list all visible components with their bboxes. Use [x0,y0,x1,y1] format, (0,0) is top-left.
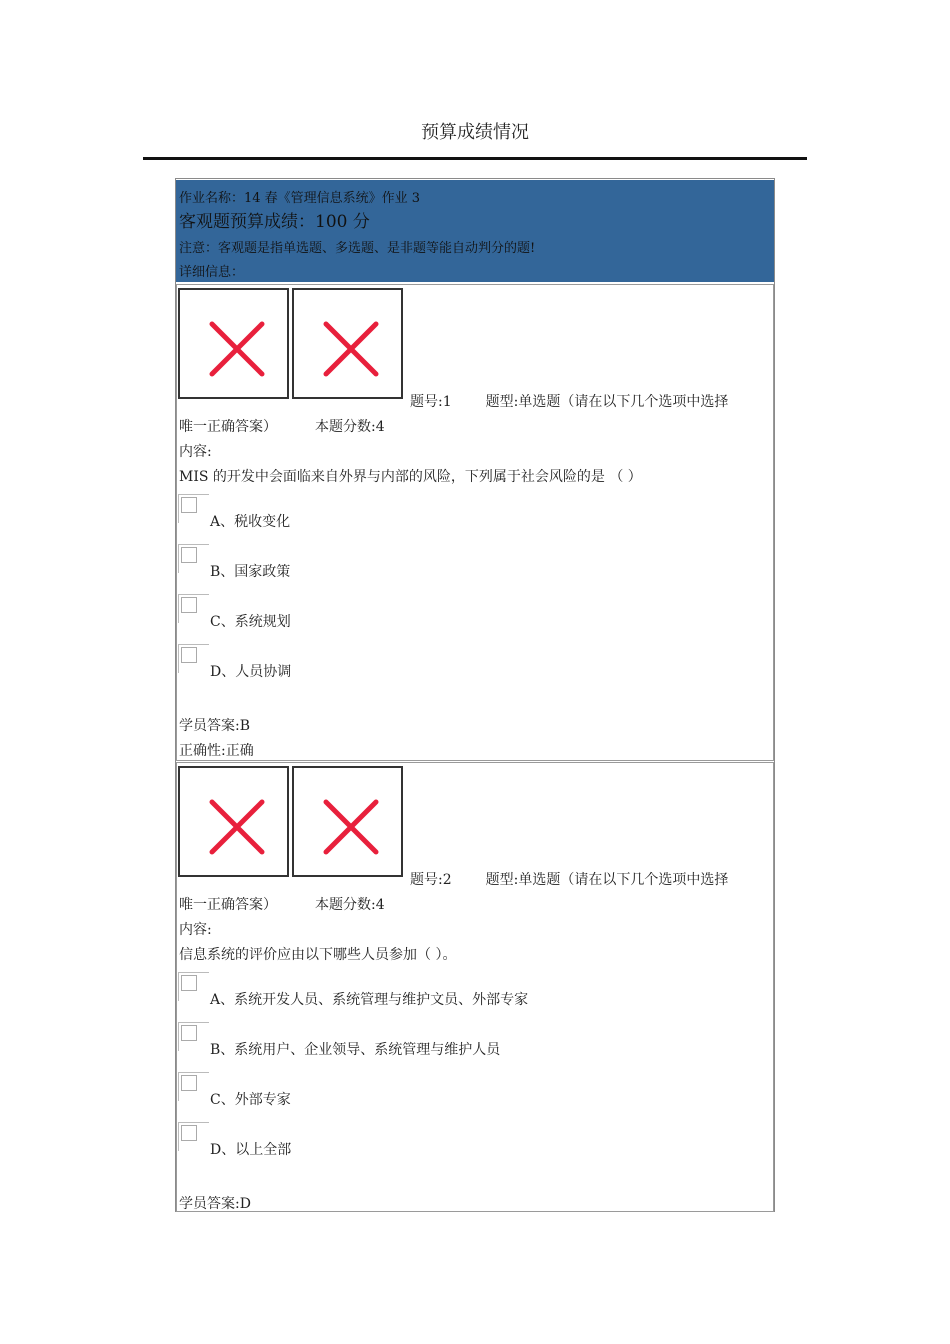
question-content: 信息系统的评价应由以下哪些人员参加（ ）。 [179,947,457,963]
question-type-cont-line [179,894,385,914]
option-checkbox-b[interactable] [178,1022,209,1051]
title-divider [143,157,807,160]
option-label-c: C、外部专家 [210,1092,291,1108]
broken-image-1a [178,288,289,399]
student-answer: 学员答案:B [179,718,251,734]
option-checkbox-c[interactable] [178,1072,209,1101]
question-type: 题型:单选题（请在以下几个选项中选择 [485,394,729,410]
red-x-icon [180,768,287,875]
broken-image-1b [292,288,403,399]
red-x-icon [294,290,401,397]
broken-image-2b [292,766,403,877]
student-answer: 学员答案:D [179,1196,251,1212]
question-type: 题型:单选题（请在以下几个选项中选择 [485,872,729,888]
option-checkbox-c[interactable] [178,594,209,623]
page-title: 预算成绩情况 [421,122,529,143]
correctness: 正确性:正确 [179,743,254,759]
content-label: 内容: [179,444,212,460]
question-type-cont-line [179,416,385,436]
objective-note: 注意：客观题是指单选题、多选题、是非题等能自动判分的题! [179,241,536,256]
option-label-a: A、系统开发人员、系统管理与维护文员、外部专家 [210,992,529,1008]
question-score: 本题分数:4 [315,897,385,913]
assignment-name: 作业名称：14 春《管理信息系统》作业 3 [179,191,421,206]
broken-image-2a [178,766,289,877]
option-label-b: B、国家政策 [210,564,291,580]
option-label-d: D、人员协调 [210,664,292,680]
red-x-icon [294,768,401,875]
option-label-a: A、税收变化 [210,514,291,530]
option-checkbox-a[interactable] [178,494,209,523]
question-number: 题号:2 [410,872,452,888]
option-checkbox-d[interactable] [178,644,209,673]
option-label-d: D、以上全部 [210,1142,292,1158]
option-checkbox-d[interactable] [178,1122,209,1151]
option-checkbox-b[interactable] [178,544,209,573]
option-label-c: C、系统规划 [210,614,291,630]
details-label: 详细信息： [179,265,245,280]
question-header-line [410,391,728,411]
question-type-cont: 唯一正确答案） [179,897,277,913]
question-header-line [410,869,728,889]
question-type-cont: 唯一正确答案） [179,419,277,435]
question-content: MIS 的开发中会面临来自外界与内部的风险，下列属于社会风险的是 （ ） [179,469,642,485]
option-checkbox-a[interactable] [178,972,209,1001]
red-x-icon [180,290,287,397]
assignment-header [176,180,774,282]
question-number: 题号:1 [410,394,452,410]
question-card-2 [176,762,774,1212]
question-score: 本题分数:4 [315,419,385,435]
question-card-1 [176,284,774,761]
option-label-b: B、系统用户、企业领导、系统管理与维护人员 [210,1042,501,1058]
content-label: 内容: [179,922,212,938]
objective-score: 客观题预算成绩：100 分 [179,212,370,232]
